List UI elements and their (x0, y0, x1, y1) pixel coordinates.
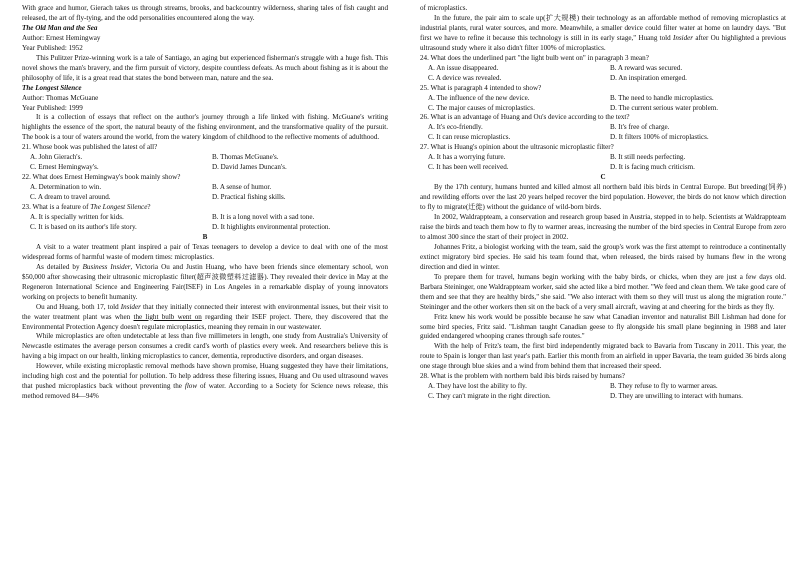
option-b: B. A reward was secured. (610, 63, 683, 72)
left-column (22, 4, 388, 566)
question-23-prefix: 23. What is a feature of (22, 203, 91, 212)
option-a: A. Determination to win. (30, 183, 102, 192)
question-23-options (22, 213, 388, 233)
p5-a: However, while existing microplastic removal methods have shown promise, Huang suggested they have their limitations, including high cost and the potential for pollution. To help address these filtering issues, Huang and Ou used ultrasound waves that pushed microplastics back without preventing the (22, 362, 388, 391)
option-c: C. A device was revealed. (428, 73, 502, 82)
question-25-stem: 25. What is paragraph 4 intended to show? (420, 83, 542, 92)
question-26-stem: 26. What is an advantage of Huang and Ou's device according to the text? (420, 113, 630, 122)
passage-a-intro: With grace and humor, Gierach takes us through streams, brooks, and backcountry wilderness, sharing tales of fish caught and released, the art of fly-tying, and the odd personalities encountered along the way. (22, 4, 388, 22)
option-c: C. A dream to travel around. (30, 193, 111, 202)
option-d: D. They are unwilling to interact with humans. (610, 392, 743, 401)
question-28-options (420, 382, 786, 402)
p5-b: of water. According to a Society for Science news release, this method removed 84—94% (22, 382, 388, 401)
p2-prefix: As detailed by (36, 262, 83, 271)
book1-author: Author: Ernest Hemingway (22, 33, 101, 42)
question-23-stem (22, 203, 388, 213)
option-b: B. The need to handle microplastics. (610, 93, 714, 102)
option-b: B. It is a long novel with a sad tone. (212, 213, 315, 222)
question-24-options (420, 64, 786, 84)
option-b: B. It still needs perfecting. (610, 153, 686, 162)
passage-c-p4: To prepare them for travel, humans begin working with the baby birds, or chicks, when they are just a few days old. Barbara Steininger, one Waldrappteam worker, said she acted like a bird mother. "We feed and clean them. We take good care of them and see that they are healthy birds," she said. "We also interact with them so they will trust us along the migration route." Steininger and the other workers then sit on the back of a very small aircraft, waving at and cheering for the birds as they fly. (420, 272, 786, 311)
option-d: D. The current serious water problem. (610, 103, 719, 112)
option-a: A. It has a worrying future. (428, 153, 506, 162)
question-22-options (22, 183, 388, 203)
question-21-stem: 21. Whose book was published the latest of all? (22, 143, 158, 152)
question-23-book-title: The Longest Silence (90, 203, 148, 212)
option-d: D. Practical fishing skills. (212, 193, 286, 202)
question-27-stem: 27. What is Huang's opinion about the ultrasonic microplastic filter? (420, 143, 614, 152)
p6-a: In the future, the pair aim to scale up(扩大规模) their technology as an affordable method of removing microplastics at industrial plants, rural water sources, and more. Meanwhile, a smaller device could filter water at home on laundry days. "But first we have to refine it because this technology is still in its early stage," Huang told (420, 13, 786, 42)
question-27-options (420, 153, 786, 173)
question-21-options (22, 153, 388, 173)
passage-b-p4: While microplastics are often undetectable at less than five millimeters in length, one study from Australia's University of Newcastle estimates the average person consumes a credit card's worth of plastics every week. And researchers believe this is having a big impact on our health, linking microplastics to cancer, dementia, reproductive disorders, and organ diseases. (22, 332, 388, 361)
passage-b-p2 (22, 263, 388, 303)
p6-source: Insider (672, 33, 694, 42)
option-a: A. It's eco-friendly. (428, 123, 483, 132)
option-b: B. A sense of humor. (212, 183, 272, 192)
book1-desc: This Pulitzer Prize-winning work is a tale of Santiago, an aging but experienced fisherman's struggle with a huge fish. This novel shows the man's bravery, and the firm pursuit of victory, despite countless defeats. As much about fishing as it is about the philosophy of life, it is a great read that states the bond between man, nature and the sea. (22, 53, 388, 82)
p5-flow: flow (184, 382, 198, 391)
passage-c-p2: In 2002, Waldrappteam, a conservation and research group based in Austria, stepped in to help. Scientists at Waldrappteam raise the birds and teach them how to fly to warmer areas, increasing the number of the bird species in Central Europe from zero to almost 300 since the start of their project in 2002. (420, 213, 786, 241)
passage-c-p1: By the 17th century, humans hunted and killed almost all northern bald ibis birds in Central Europe. But breeding(饲养) and rewilding efforts over the last 20 years helped recover the bird population. However, the birds do not know which direction to fly to migrate(迁徙) without the guidance of wild-born birds. (420, 183, 786, 212)
question-26-options (420, 123, 786, 143)
option-b: B. It's free of charge. (610, 123, 670, 132)
passage-c-p3: Johannes Fritz, a biologist working with the team, said the group's work was the first attempt to reintroduce a continentally extinct migratory bird species. He said his team found that, when released, the birds raised by humans flew in the wrong direction and died in winter. (420, 242, 786, 271)
option-c: C. It is based on its author's life story. (30, 222, 137, 231)
option-a: A. It is specially written for kids. (30, 213, 124, 222)
section-b-heading: B (202, 232, 208, 241)
question-25-options (420, 94, 786, 114)
option-c: C. The major causes of microplastics. (428, 103, 535, 112)
section-c-heading: C (600, 173, 606, 182)
book2-year: Year Published: 1999 (22, 103, 83, 112)
p3-source: Insider (120, 302, 141, 311)
book2-title: The Longest Silence (22, 83, 82, 92)
option-a: A. The influence of the new device. (428, 93, 530, 102)
passage-b-p5 (22, 362, 388, 402)
p3-c: regarding their ISEF project. There, they discovered that the Environmental Protection Agency doesn't regulate microplastics, meaning they remain in our wastewater. (22, 312, 389, 331)
book2-author: Author: Thomas McGuane (22, 93, 99, 102)
option-c: C. Ernest Hemingway's. (30, 163, 99, 172)
option-d: D. It is facing much criticism. (610, 163, 695, 172)
question-24-stem: 24. What does the underlined part "the light bulb went on" in paragraph 3 mean? (420, 53, 649, 62)
option-a: A. John Gierach's. (30, 153, 83, 162)
option-c: C. It has been well received. (428, 163, 509, 172)
passage-b-p3 (22, 303, 388, 333)
passage-b-continuation: of microplastics. (420, 4, 468, 12)
option-c: C. They can't migrate in the right direction. (428, 392, 551, 401)
option-c: C. It can reuse microplastics. (428, 133, 511, 142)
right-column (420, 4, 786, 566)
option-d: D. An inspiration emerged. (610, 73, 687, 82)
question-28-stem: 28. What is the problem with northern bald ibis birds raised by humans? (420, 372, 625, 381)
passage-c-p5: Fritz knew his work would be possible because he saw what Canadian inventor and naturalist Bill Lishman had done for some bird species, Fritz said. "Lishman taught Canadian geese to fly alongside his small plane beginning in 1988 and later guided endangered whooping cranes through safe routes." (420, 312, 786, 341)
option-d: D. It highlights environmental protection. (212, 222, 331, 231)
question-22-stem: 22. What does Ernest Hemingway's book mainly show? (22, 173, 181, 182)
p2-source: Business Insider (82, 262, 131, 271)
p2-body: , Victoria Ou and Justin Huang, who have been friends since elementary school, won $50,000 after showcasing their ultrasonic microplastic filter(超声波微塑料过滤器). They revealed their device in May at the Regeneron International Science and Engineering Fair(ISEF) in Los Angeles in a remarkable display of young innovators working on projects to benefit humanity. (22, 262, 388, 301)
book2-desc: It is a collection of essays that reflect on the author's journey through a life linked with fishing. McGuane's writing highlights the essence of the sport, the natural beauty of the fishing environment, and the transformative quality of the pursuit. The book is a tour of waters around the world, from the watery kingdom of childhood to the reflective moments of adulthood. (22, 113, 388, 142)
option-b: B. They refuse to fly to warmer areas. (610, 382, 718, 391)
option-b: B. Thomas McGuane's. (212, 153, 279, 162)
question-23-suffix: ? (147, 203, 151, 212)
option-a: A. An issue disappeared. (428, 63, 499, 72)
passage-b-p6 (420, 14, 786, 54)
p3-b: that they initially connected their interest with environmental issues, but their visit to the water treatment plant was when (22, 302, 388, 321)
option-d: D. David James Duncan's. (212, 163, 287, 172)
p6-b: after Ou highlighted a previous ultrasound study where it also didn't filter 100% of microplastics. (420, 33, 787, 52)
p3-a: Ou and Huang, both 17, told (36, 302, 121, 311)
underlined-phrase: the light bulb went on (133, 312, 202, 321)
option-a: A. They have lost the ability to fly. (428, 382, 527, 391)
book1-title: The Old Man and the Sea (22, 23, 98, 32)
passage-b-p1: A visit to a water treatment plant inspired a pair of Texas teenagers to develop a device to deal with one of the most widespread forms of harmful waste of modern times: microplastics. (22, 242, 388, 261)
passage-c-p6: With the help of Fritz's team, the first bird independently migrated back to Bavaria from Tuscany in 2011. This year, the route to Spain is longer than last year's path. Earlier this month from an airfield in upper Bavaria, the team guided 36 birds along one stage through blue skies and a wind from behind them that increased their speed. (420, 342, 786, 371)
option-d: D. It filters 100% of microplastics. (610, 133, 709, 142)
book1-year: Year Published: 1952 (22, 43, 83, 52)
